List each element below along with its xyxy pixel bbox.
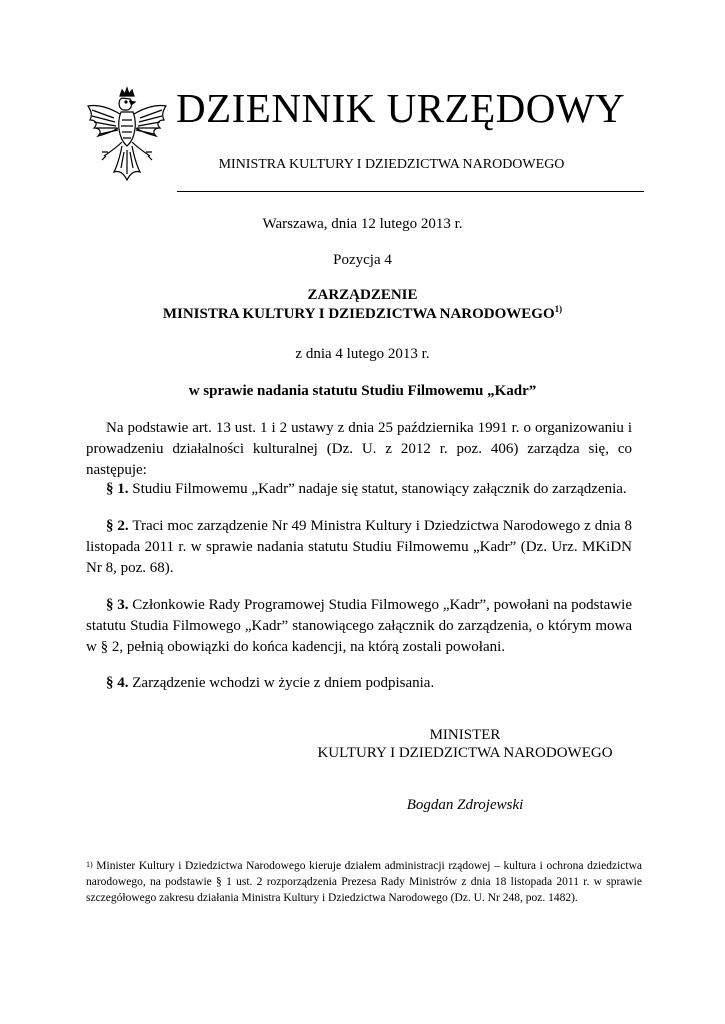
preamble: Na podstawie art. 13 ust. 1 i 2 ustawy z dnia 25 października 1991 r. o organizowaniu i prowadzeniu działalności kulturalnej (Dz. U. z 2012 r. poz. 406) zarządza się, co następuje: xyxy=(86,420,632,478)
footnote-text: Minister Kultury i Dziedzictwa Narodowego kieruje działem administracji rządowej – kultura i ochrona dziedzictwa narodowego, na podstawie § 1 ust. 2 rozporządzenia Prezesa Rady Ministrów z dnia 18 listopada 2011 r. w sprawie szczegółowego zakresu działania Ministra Kultury i Dziedzictwa Narodowego (Dz. U. Nr 248, poz. 1482). xyxy=(86,860,642,904)
section-number: § 2. xyxy=(106,518,129,534)
section-text: Traci moc zarządzenie Nr 49 Ministra Kultury i Dziedzictwa Narodowego z dnia 8 listopada 2011 r. w sprawie nadania statutu Studiu Filmowemu „Kadr” (Dz. Urz. MKiDN Nr 8, poz. 68). xyxy=(86,518,632,576)
act-subject: w sprawie nadania statutu Studiu Filmowemu „Kadr” xyxy=(188,383,537,399)
signatory-title-2: KULTURY I DZIEDZICTWA NARODOWEGO xyxy=(317,745,613,761)
section-number: § 1. xyxy=(106,481,129,497)
place-date: Warszawa, dnia 12 lutego 2013 r. xyxy=(262,216,463,232)
section-2 xyxy=(86,516,632,579)
act-date: z dnia 4 lutego 2013 r. xyxy=(295,346,430,362)
section-number: § 3. xyxy=(106,597,129,613)
journal-subtitle: MINISTRA KULTURY I DZIEDZICTWA NARODOWEGO xyxy=(218,157,565,172)
act-issuer: MINISTRA KULTURY I DZIEDZICTWA NARODOWEGO xyxy=(162,306,555,322)
section-number: § 4. xyxy=(106,675,129,691)
footnote xyxy=(86,858,642,906)
section-3 xyxy=(86,595,632,658)
section-text: Członkowie Rady Programowej Studia Filmowego „Kadr”, powołani na podstawie statutu Studia Filmowego „Kadr” stanowiącego załącznik do zarządzenia, o którym mowa w § 2, pełnią obowiązki do końca kadencji, na którą zostali powołani. xyxy=(86,597,632,655)
footnote-marker: 1) xyxy=(86,860,93,869)
section-4 xyxy=(86,673,632,694)
signatory-name: Bogdan Zdrojewski xyxy=(406,797,524,813)
signatory-title-1: MINISTER xyxy=(429,727,501,743)
section-text: Studiu Filmowemu „Kadr” nadaje się statut, stanowiący załącznik do zarządzenia. xyxy=(128,481,627,497)
position-number: Pozycja 4 xyxy=(333,252,392,268)
header-divider xyxy=(177,191,644,192)
footnote-reference: 1) xyxy=(554,304,563,314)
section-text: Zarządzenie wchodzi w życie z dniem podpisania. xyxy=(128,675,435,691)
act-issuer-line xyxy=(0,306,725,323)
section-1 xyxy=(86,479,632,500)
journal-title: DZIENNIK URZĘDOWY xyxy=(176,85,626,131)
act-type: ZARZĄDZENIE xyxy=(307,287,418,303)
